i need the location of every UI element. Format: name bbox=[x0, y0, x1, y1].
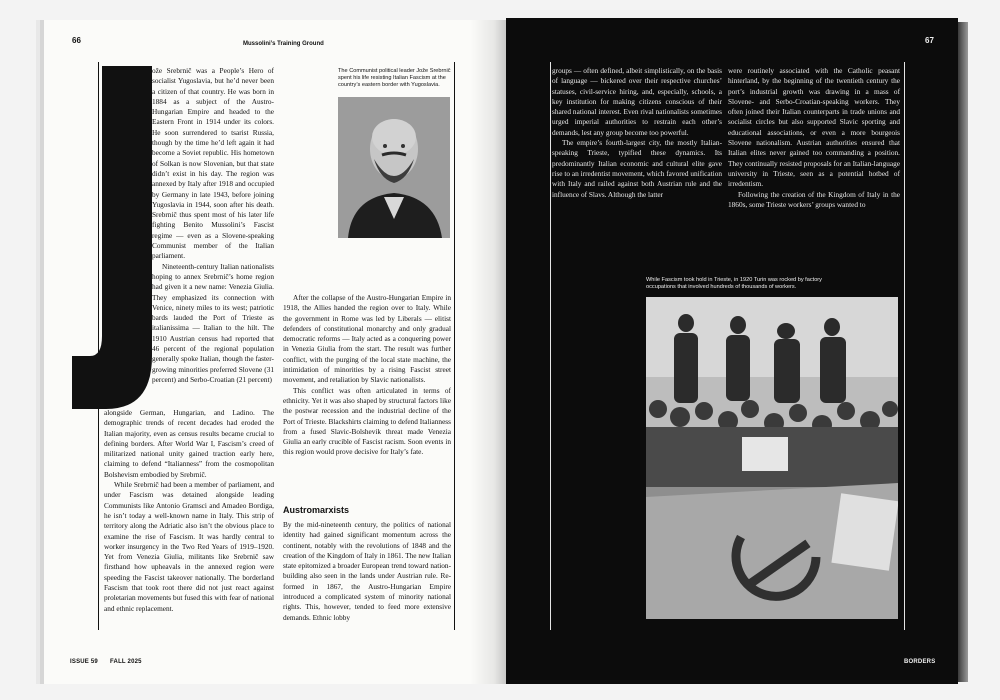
paragraph: were routinely associated with the Catholic peasant hinterland, by the beginning of the twentieth century the port’s industrial growth was drawing in a mass of Slovene- and Serbo-Croatian-speaking workers. They often joined their Italian counterparts in trade unions and socialist circles but also supported Slavic sporting and educational associations, or even a more bourgeois Slovene nationalism. Austrian authorities ensured that Italian elites never gained too commanding a position. They continually resisted proposals for an Italian-language university in Trieste, seen as a potential hotbed of irredentism. bbox=[728, 66, 900, 189]
page-edge bbox=[958, 22, 968, 682]
section-subhead: Austromarxists bbox=[283, 505, 350, 515]
paragraph: The empire’s fourth-largest city, the mostly Italian-speaking Trieste, typified these dynamics. Its predominantly Italian economic and cultural elite gave rise to an irredentist movement, which favored unification with Italy and railed against both Austrian rule and the influence of Slavs. Although the latter bbox=[552, 138, 722, 199]
article-column-2 bbox=[283, 293, 451, 458]
column-rule bbox=[550, 62, 551, 630]
article-column-2-continued bbox=[283, 520, 451, 623]
footer-season: FALL 2025 bbox=[110, 659, 142, 665]
paragraph: After the collapse of the Austro-Hungarian Empire in 1918, the Allies handed the region over to Italy. While the government in Rome was led by Liberals — elitist defenders of constitutional monarchy and only gradual democratic reforms — Italy acted as a conquering power in Venezia Giulia from the start. The result was further conflict, with the purging of the local state machine, the intimidation of minorities by a rising Fascist street movement, and retaliation by Slavic nationalists. bbox=[283, 293, 451, 385]
running-head: Mussolini’s Training Ground bbox=[243, 41, 324, 47]
portrait-photo bbox=[338, 97, 450, 238]
page-number-left: 66 bbox=[72, 36, 81, 45]
article-column-1 bbox=[152, 66, 274, 385]
column-rule bbox=[904, 62, 905, 630]
footer-issue: ISSUE 59 bbox=[70, 659, 98, 665]
paragraph: By the mid-nineteenth century, the politics of national identity had gained significant momentum across the continent, notably with the revolutions of 1848 and the creation of the Kingdom of Italy in 1861. The new Italian state epitomized a broader European trend toward nation-building also seen in the lands under Austrian rule. Re-formed in 1867, the Austro-Hungarian Empire introduced a complicated system of minority national rights. This, however, tended to feed more extensive demands. Ethnic lobby bbox=[283, 520, 451, 622]
paragraph: groups — often defined, albeit simplistically, on the basis of language — bickered over their respective churches’ statuses, civil-service hiring, and, especially, schools, a key institution for making citizens conscious of their shared national interest. Even rival nationalists sometimes urged imperial authorities to restrain each other’s demands, lest any group become too powerful. bbox=[552, 66, 722, 137]
paragraph: While Srebrnič had been a member of parliament, and under Fascism was detained alongside leading Communists like Antonio Gramsci and Amadeo Bordiga, he isn’t today a well-known name in Italy. This strip of territory along the Adriatic also isn’t the obvious place to examine the rise of Fascism. It was hardly central to worker insurgency in the Two Red Years of 1919–1920. Yet from Venezia Giulia, militants like Srebrnič saw firsthand how upheavals in the annexed region were speeding the Fascist takeover nationally. The borderland Fascism that took root there did not just react against proletarian movements but fused this with fear of national and ethnic replacement. bbox=[104, 480, 274, 613]
drop-cap-j-icon bbox=[72, 66, 152, 409]
column-rule bbox=[454, 62, 455, 630]
paragraph: This conflict was often articulated in terms of ethnicity. Yet it was also shaped by structural factors like the postwar recession and the industrial decline of the Port of Trieste. Blackshirts claiming to defend Italianness from a fused Slavic-Bolshevik threat made Venezia Giulia an early crucible of Fascist racism. Soon events in this region would prove decisive for Italy’s fate. bbox=[283, 385, 451, 457]
article-column-1-continued bbox=[104, 408, 274, 614]
crowd-photo bbox=[646, 297, 898, 619]
paragraph: ože Srebrnič was a People’s Hero of socialist Yugoslavia, but he’d never been a citizen of that country. He was born in 1884 as a subject of the Austro-Hungarian Empire and headed to the Eastern Front in 1914 under its colors. He soon surrendered to tsarist Russia, though by the time he’d left again it had become a Soviet republic. His hometown of Solkan is now Slovenian, but that state didn’t exist in his day. The region was annexed by Italy after 1918 and occupied by Germany in late 1943, before joining Yugoslavia in 1944, soon after his death. Srebrnič thus spent most of his later life fighting Benito Mussolini’s Fascist regime — even as a Slovene-speaking Communist member of the Italian parliament. bbox=[152, 66, 274, 261]
paragraph: Following the creation of the Kingdom of Italy in the 1860s, some Trieste workers’ groups wanted to bbox=[728, 189, 900, 209]
footer-section: BORDERS bbox=[904, 659, 936, 665]
page-number-right: 67 bbox=[925, 36, 934, 45]
article-column-4 bbox=[728, 66, 900, 210]
photo-caption-left: The Communist political leader Jože Srebrnič spent his life resisting Italian Fascism at the country’s eastern border with Yugoslavia. bbox=[338, 68, 451, 88]
article-column-3 bbox=[552, 66, 722, 200]
photo-caption-right: While Fascism took hold in Trieste, in 1920 Turin was rocked by factory occupations that involved hundreds of thousands of workers. bbox=[646, 277, 822, 290]
gutter-shadow bbox=[470, 20, 510, 684]
paragraph: Nineteenth-century Italian nationalists hoping to annex Srebrnič’s home region had given it a new name: Venezia Giulia. They emphasized its connection with Venice, ninety miles to its west; patriotic bards lauded the Port of Trieste as italianissima — Italian to the hilt. The 1910 Austrian census had reported that 46 percent of the regional population generally spoke Italian, though the faster-growing minorities preferred Slovene (31 percent) and Serbo-Croatian (21 percent) bbox=[152, 261, 274, 384]
paragraph: alongside German, Hungarian, and Ladino. The demographic trends of recent decades had eroded the Italian majority, even as census results became crucial to defining borders. After World War I, Fascism’s creed of militarized national unity gained traction early here, claiming to defend “Italianness” from the cosmopolitan Bolshevism embodied by Srebrnič. bbox=[104, 408, 274, 479]
